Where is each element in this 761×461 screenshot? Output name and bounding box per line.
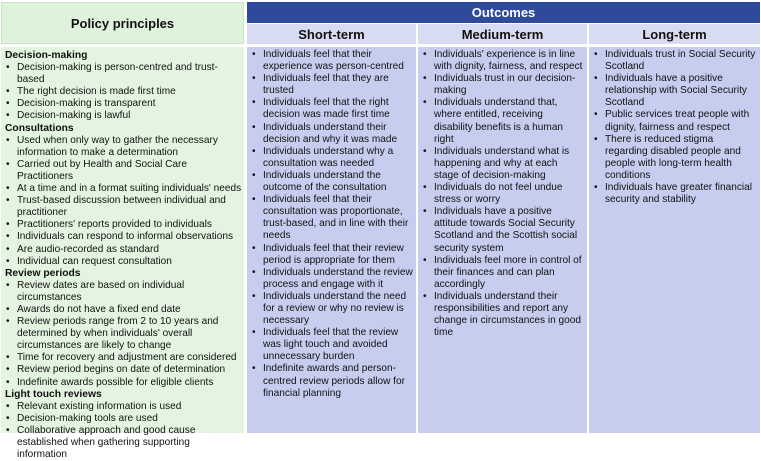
list-item: • Individuals understand their responsibilities and report any change in circumstances in good time xyxy=(422,291,584,339)
list-item: • Individuals can respond to informal observations xyxy=(5,231,242,243)
list-item: • Individuals understand that, where entitled, receiving disability benefits is a human right xyxy=(422,97,584,145)
policy-principles-title: Policy principles xyxy=(70,15,175,31)
list-item: • There is reduced stigma regarding disabled people and people with long-term health conditions xyxy=(593,134,757,182)
list-item: • Carried out by Health and Social Care Practitioners xyxy=(5,159,242,183)
list-item: • Practitioners' reports provided to individuals xyxy=(5,219,242,231)
list-item: • Individuals have a positive attitude towards Social Security Scotland and the Scottish social security system xyxy=(422,206,584,254)
list-item: • The right decision is made first time xyxy=(5,86,242,98)
list-item: • Review dates are based on individual circumstances xyxy=(5,280,242,304)
medium-term-list xyxy=(422,49,584,339)
list-item: • Individuals feel that their experience was person-centred xyxy=(251,49,413,73)
list-item: • Decision-making tools are used xyxy=(5,413,242,425)
list-item: • Are audio-recorded as standard xyxy=(5,244,242,256)
list-item: • Awards do not have a fixed end date xyxy=(5,304,242,316)
list-item: • Individual can request consultation xyxy=(5,256,242,268)
long-term-column xyxy=(589,47,760,433)
section-title-consultations: Consultations xyxy=(5,122,74,134)
list-item: • Individuals trust in our decision-making xyxy=(422,73,584,97)
list-item: • Decision-making is lawful xyxy=(5,110,242,122)
policy-principles-header xyxy=(1,2,244,44)
long-term-header xyxy=(589,24,760,44)
medium-term-title: Medium-term xyxy=(461,26,544,42)
outcomes-header xyxy=(247,2,760,23)
section-title-decision-making: Decision-making xyxy=(5,50,88,61)
list-item: • Relevant existing information is used xyxy=(5,401,242,413)
list-item: • Individuals understand the review process and engage with it xyxy=(251,267,413,291)
list-item: • Individuals understand their decision and why it was made xyxy=(251,122,413,146)
light-touch-reviews-list xyxy=(5,401,242,461)
list-item: • Collaborative approach and good cause established when gathering supporting information xyxy=(5,425,242,461)
list-item: • Individuals understand the need for a review or why no review is necessary xyxy=(251,291,413,327)
short-term-title: Short-term xyxy=(298,26,365,42)
list-item: • Individuals feel that their consultation was proportionate, trust-based, and in line with their needs xyxy=(251,194,413,242)
list-item: • Trust-based discussion between individual and practitioner xyxy=(5,195,242,219)
list-item: • Time for recovery and adjustment are considered xyxy=(5,352,242,364)
list-item: • Individuals understand the outcome of the consultation xyxy=(251,170,413,194)
list-item: • Individuals feel that the review was light touch and avoided unnecessary burden xyxy=(251,327,413,363)
list-item: • Indefinite awards and person-centred review periods allow for financial planning xyxy=(251,363,413,399)
long-term-list xyxy=(593,49,757,206)
short-term-list xyxy=(251,49,413,400)
list-item: • Individuals feel more in control of their finances and can plan accordingly xyxy=(422,255,584,291)
list-item: • Individuals do not feel undue stress or worry xyxy=(422,182,584,206)
list-item: • Individuals' experience is in line with dignity, fairness, and respect xyxy=(422,49,584,73)
consultations-list xyxy=(5,135,242,268)
section-title-light-touch-reviews: Light touch reviews xyxy=(5,388,102,400)
policy-principles-column xyxy=(1,47,244,461)
short-term-header xyxy=(247,24,416,44)
short-term-column xyxy=(247,47,416,433)
list-item: • Individuals understand why a consultation was needed xyxy=(251,146,413,170)
list-item: • Used when only way to gather the necessary information to make a determination xyxy=(5,135,242,159)
list-item: • Decision-making is person-centred and trust-based xyxy=(5,62,242,86)
list-item: • Review periods range from 2 to 10 years and determined by when individuals' overall circumstances are likely to change xyxy=(5,316,242,352)
list-item: • Public services treat people with dignity, fairness and respect xyxy=(593,109,757,133)
medium-term-header xyxy=(418,24,587,44)
list-item: • At a time and in a format suiting individuals' needs xyxy=(5,183,242,195)
list-item: • Review period begins on date of determination xyxy=(5,364,242,376)
decision-making-list xyxy=(5,62,242,122)
medium-term-column xyxy=(418,47,587,433)
review-periods-list xyxy=(5,280,242,389)
list-item: • Individuals feel that their review period is appropriate for them xyxy=(251,243,413,267)
outcomes-title: Outcomes xyxy=(471,5,536,20)
list-item: • Individuals trust in Social Security Scotland xyxy=(593,49,757,73)
section-title-review-periods: Review periods xyxy=(5,267,81,279)
list-item: • Decision-making is transparent xyxy=(5,98,242,110)
list-item: • Individuals have a positive relationship with Social Security Scotland xyxy=(593,73,757,109)
list-item: • Individuals understand what is happening and why at each stage of decision-making xyxy=(422,146,584,182)
list-item: • Indefinite awards possible for eligible clients xyxy=(5,377,242,389)
list-item: • Individuals feel that the right decision was made first time xyxy=(251,97,413,121)
list-item: • Individuals have greater financial security and stability xyxy=(593,182,757,206)
list-item: • Individuals feel that they are trusted xyxy=(251,73,413,97)
long-term-title: Long-term xyxy=(642,26,707,42)
